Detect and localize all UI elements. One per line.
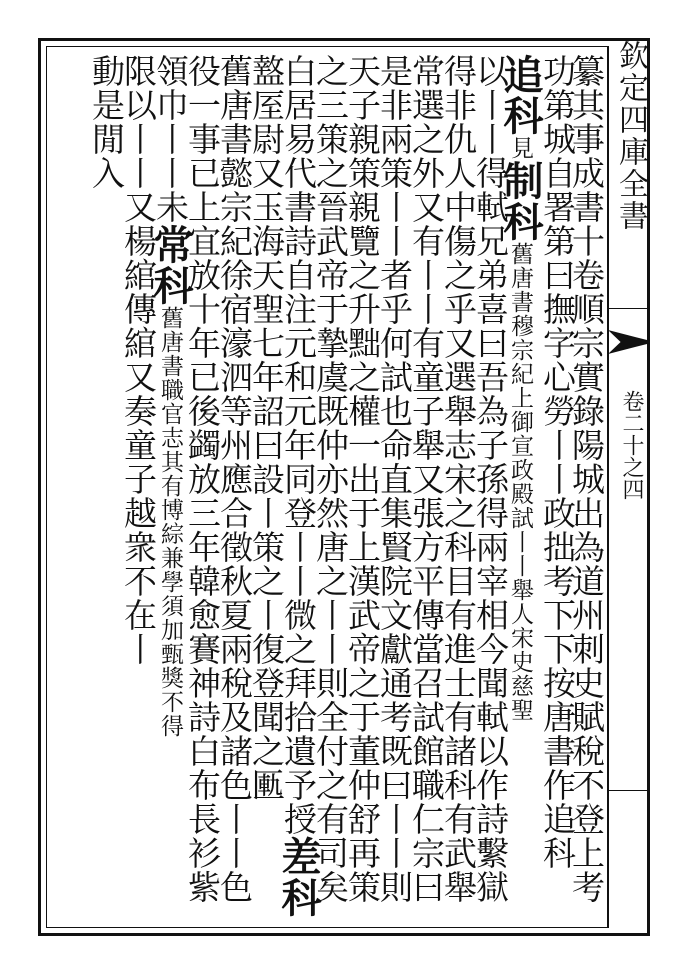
column-text: 領巾丨丨未 xyxy=(151,54,190,224)
entry-heading-zhike: 制科 xyxy=(497,160,544,242)
margin-volume: 卷二十之四 xyxy=(619,390,644,500)
entry-gloss: 舊唐書職官志其有博綜兼學須加甄獎不得 xyxy=(157,306,183,738)
text-column-12: 舊唐書懿宗紀徐宿濠泗等州應合徵秋夏兩稅及諸色丨丨色 xyxy=(215,54,254,904)
margin-rule-top xyxy=(608,308,650,309)
text-column-7: 是非兩策丨丨者乎何試也命直集賢院文獻通考既曰丨丨則 xyxy=(375,54,414,904)
text-column-8: 天子親策親覽之升黜之權一出于上漢武帝之于董仲舒再策 xyxy=(343,54,382,904)
text-column-6: 常選之外又有丨丨有童子舉又張方平傳當召試館職仁宗曰 xyxy=(407,54,446,904)
text-column-4: 以丨丨得軾兄弟喜曰吾為子孫得兩宰相今聞軾以作詩繫獄 xyxy=(471,54,510,904)
text-column-5: 得非仇人中傷之乎又選舉志宋之科目有進士有諸科有武舉 xyxy=(439,54,478,904)
margin-book-title: 欽定四庫全書 xyxy=(613,40,648,232)
text-column-15: 限以丨丨又楊綰傳綰又奏童子越衆不在丨 xyxy=(119,54,158,666)
text-column-2: 功第城自署第曰撫字心勞丨丨政拙考下下按唐書作追科 xyxy=(538,54,577,870)
entry-heading-chaike: 差科 xyxy=(275,836,322,918)
text-column-1: 纂其事成書十卷順宗實錄陽城出為道州刺史賦稅不登上考 xyxy=(567,54,606,904)
spine-divider xyxy=(608,46,609,928)
entry-heading-zhuike: 追科 xyxy=(497,54,544,136)
column-text: 白居易代書詩自注元和元年同登丨丨微之拜拾遺予授 xyxy=(279,54,318,836)
text-column-13: 役一事已上宜放十年已後蠲放三年韓愈賽神詩白布長衫紫 xyxy=(183,54,222,904)
cross-reference-note: 見 xyxy=(507,136,533,160)
text-column-16: 動是閒入 xyxy=(87,54,126,190)
entry-gloss: 舊唐書穆宗紀上御宣政殿試丨丨舉人宋史慈聖 xyxy=(507,242,533,722)
text-column-9: 之三策之晉武帝于摯虞既仲亦然唐之丨丨則全付之有司矣 xyxy=(311,54,350,904)
margin-rule-bottom xyxy=(608,790,650,791)
entry-heading-changke: 常科 xyxy=(147,224,194,306)
text-column-11: 盩厔尉又玉海天聖七年詔曰設丨策之丨復登聞之匭 xyxy=(247,54,286,802)
